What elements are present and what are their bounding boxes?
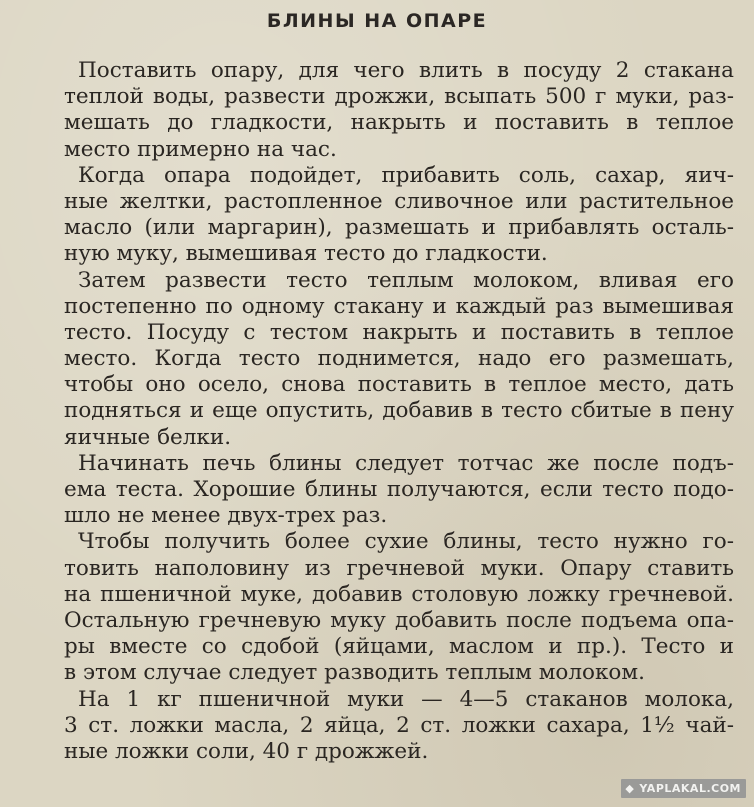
text-line: теплой воды, развести дрожжи, всыпать 500 г муки, раз- (64, 84, 734, 110)
text-line: в этом случае следует разводить теплым молоком. (64, 660, 645, 686)
text-line: 3 ст. ложки масла, 2 яйца, 2 ст. ложки сахара, 1½ чай- (64, 712, 734, 738)
text-line: Когда опара подойдет, прибавить соль, сахар, яич- (78, 162, 734, 188)
yaplakal-logo-icon: ◆ (625, 782, 635, 795)
text-line: мешать до гладкости, накрыть и поставить в теплое (64, 110, 734, 136)
text-line: место. Когда тесто поднимется, надо его размешать, (64, 346, 734, 372)
paragraph-1 (64, 58, 734, 163)
text-line: тесто. Посуду с тестом накрыть и поставить в теплое (64, 319, 734, 345)
text-line: Затем развести тесто теплым молоком, вливая его (78, 267, 734, 293)
text-line: Остальную гречневую муку добавить после подъема опа- (64, 607, 734, 633)
recipe-title: БЛИНЫ НА ОПАРЕ (266, 10, 488, 32)
watermark-text: YAPLAKAL.COM (639, 782, 741, 795)
paragraph-3 (64, 268, 734, 451)
text-line: Поставить опару, для чего влить в посуду 2 стакана (78, 58, 734, 83)
paragraph-4 (64, 451, 734, 530)
text-line: масло (или маргарин), размешать и прибавлять осталь- (64, 215, 734, 241)
text-line: ную муку, вымешивая тесто до гладкости. (64, 241, 548, 267)
text-line: Чтобы получить более сухие блины, тесто нужно го- (78, 529, 734, 555)
paragraph-2 (64, 163, 734, 268)
text-line: подняться и еще опустить, добавив в тесто сбитые в пену (64, 398, 734, 424)
text-line: на пшеничной муке, добавив столовую ложку гречневой. (64, 581, 734, 607)
text-line: шло не менее двух-трех раз. (64, 503, 388, 529)
text-line: чтобы оно осело, снова поставить в теплое место, дать (64, 372, 734, 398)
site-watermark (621, 779, 746, 798)
text-line: На 1 кг пшеничной муки — 4—5 стаканов молока, (78, 686, 734, 712)
text-line: ные желтки, растопленное сливочное или растительное (64, 188, 734, 214)
text-line: яичные белки. (64, 424, 232, 450)
text-line: постепенно по одному стакану и каждый раз вымешивая (64, 293, 734, 319)
text-line: место примерно на час. (64, 136, 337, 162)
text-line: ные ложки соли, 40 г дрожжей. (64, 738, 429, 764)
recipe-body (64, 58, 734, 765)
text-line: Начинать печь блины следует тотчас же после подъ- (78, 450, 734, 476)
text-line: товить наполовину из гречневой муки. Опару ставить (64, 555, 734, 581)
paragraph-5 (64, 529, 734, 686)
text-line: ема теста. Хорошие блины получаются, если тесто подо- (64, 477, 734, 502)
paragraph-6 (64, 687, 734, 766)
text-line: ры вместе со сдобой (яйцами, маслом и пр.). Тесто и (64, 634, 734, 660)
